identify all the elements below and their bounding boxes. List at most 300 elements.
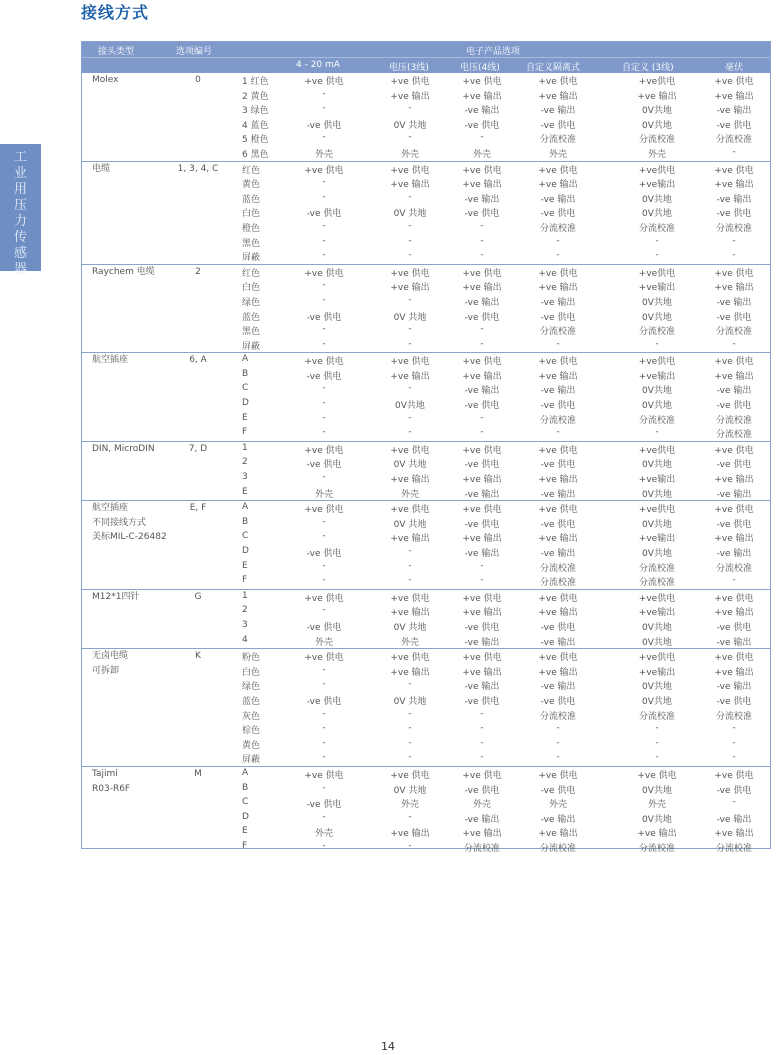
col-voltage-4wire-cell: -: [480, 412, 484, 423]
col-voltage-4wire-cell: -: [480, 560, 484, 571]
col-millivolt-cell: +ve 供电: [714, 77, 754, 87]
pin-color-cell: 屏蔽: [242, 253, 261, 264]
col-voltage-4wire-cell: +ve 供电: [462, 165, 502, 176]
connector-group: [82, 73, 770, 162]
col-voltage-4wire-cell: 外壳: [472, 149, 491, 160]
col-voltage-4wire-cell: +ve 供电: [462, 505, 502, 516]
col-voltage-4wire-cell: -ve 输出: [464, 106, 500, 117]
col-4-20ma-cell: -: [322, 664, 326, 675]
col-custom-3wire-cell: +ve供电: [638, 593, 676, 604]
col-custom-isolated-cell: +ve 输出: [538, 667, 578, 678]
col-millivolt-cell: +ve 输出: [714, 475, 754, 486]
col-4-20ma-cell: -: [322, 177, 326, 188]
col-custom-isolated-cell: +ve 供电: [538, 268, 578, 279]
col-voltage-3wire-cell: +ve 供电: [390, 165, 430, 176]
pin-color-cell: 棕色: [242, 726, 261, 737]
page-number: 14: [381, 1040, 395, 1053]
table-row: [82, 309, 770, 324]
col-voltage-3wire-cell: -: [408, 723, 412, 734]
side-section-tab: [0, 144, 41, 277]
col-custom-isolated-cell: 分流校准: [539, 578, 576, 589]
col-millivolt-cell: -ve 供电: [716, 622, 752, 633]
col-millivolt-cell: -ve 供电: [716, 785, 752, 796]
col-custom-isolated-cell: -ve 输出: [540, 386, 576, 397]
col-4-20ma-cell: -: [322, 840, 326, 851]
pin-color-cell: 3: [242, 619, 248, 630]
col-voltage-4wire-cell: +ve 输出: [462, 475, 502, 486]
pin-color-cell: 2: [242, 457, 248, 468]
pin-color-cell: F: [242, 840, 248, 851]
col-custom-3wire-cell: 0V共地: [642, 519, 672, 530]
col-custom-3wire-cell: +ve输出: [638, 371, 676, 382]
col-4-20ma-cell: -ve 供电: [306, 120, 342, 131]
col-millivolt-cell: -ve 供电: [716, 209, 752, 220]
pin-color-cell: 1 红色: [242, 77, 269, 87]
col-voltage-3wire-cell: 外壳: [400, 800, 419, 811]
col-voltage-4wire-cell: +ve 供电: [462, 77, 502, 87]
col-voltage-3wire-cell: -: [408, 220, 412, 231]
col-voltage-3wire-cell: 0V 共地: [393, 312, 427, 323]
pin-color-cell: E: [242, 486, 248, 497]
col-voltage-4wire-cell: -ve 供电: [464, 401, 500, 412]
table-row: [82, 146, 770, 161]
col-custom-3wire-cell: 分流校准: [638, 563, 675, 574]
col-millivolt-cell: +ve 输出: [714, 608, 754, 619]
col-4-20ma-cell: -: [322, 679, 326, 690]
col-voltage-4wire-cell: +ve 输出: [462, 91, 502, 102]
pin-color-cell: A: [242, 767, 249, 778]
option-code-cell: E, F: [189, 503, 207, 514]
pin-color-cell: 黄色: [242, 180, 261, 191]
table-row: [82, 501, 770, 516]
page-title: 接线方式: [81, 3, 150, 22]
col-custom-3wire-cell: -: [655, 752, 659, 763]
col-custom-isolated-cell: -ve 输出: [540, 106, 576, 117]
col-4-20ma-cell: -: [322, 427, 326, 438]
col-custom-3wire-cell: +ve供电: [638, 77, 676, 87]
col-millivolt-cell: -ve 供电: [716, 401, 752, 412]
col-custom-3wire-cell: 0V共地: [642, 120, 672, 131]
col-custom-isolated-cell: 分流校准: [539, 327, 576, 338]
col-custom-3wire-cell: 外壳: [647, 149, 666, 160]
col-voltage-4wire-cell: -: [480, 737, 484, 748]
col-voltage-4wire-cell: -: [480, 220, 484, 231]
col-custom-3wire-cell: -: [655, 250, 659, 261]
pin-color-cell: 白色: [242, 209, 261, 220]
pin-color-cell: 橙色: [242, 223, 261, 234]
col-voltage-4wire-cell: -ve 供电: [464, 209, 500, 220]
pin-color-cell: 绿色: [242, 297, 261, 308]
pin-color-cell: 粉色: [242, 653, 261, 664]
pin-color-cell: 蓝色: [242, 194, 261, 205]
col-voltage-4wire-cell: -ve 输出: [464, 489, 500, 500]
col-custom-isolated-cell: -ve 供电: [540, 312, 576, 323]
col-millivolt-cell: -ve 供电: [716, 696, 752, 707]
col-millivolt-cell: +ve 供电: [714, 593, 754, 604]
col-4-20ma-cell: +ve 供电: [304, 357, 344, 368]
table-row: [82, 426, 770, 441]
connector-type-line: 电缆: [92, 163, 111, 174]
col-custom-3wire-cell: 外壳: [647, 800, 666, 811]
col-millivolt-cell: -ve 输出: [716, 637, 752, 648]
option-code-cell: 2: [195, 266, 201, 277]
col-custom-isolated-cell: 分流校准: [539, 843, 576, 854]
col-voltage-3wire-cell: 0V 共地: [393, 209, 427, 220]
table-row: [82, 486, 770, 501]
col-voltage-3wire-cell: 0V 共地: [393, 519, 427, 530]
col-millivolt-cell: 分流校准: [715, 843, 752, 854]
col-voltage-4wire-cell: -ve 供电: [464, 312, 500, 323]
col-custom-isolated-cell: +ve 供电: [538, 77, 578, 87]
col-voltage-4wire-cell: +ve 供电: [462, 268, 502, 279]
connector-type-line: 美标MIL-C-26482: [92, 532, 167, 543]
col-millivolt-cell: -ve 供电: [716, 460, 752, 471]
col-voltage-4wire-cell: -ve 输出: [464, 637, 500, 648]
col-custom-isolated-cell: -ve 供电: [540, 519, 576, 530]
table-row: [82, 249, 770, 264]
col-millivolt-cell: 分流校准: [715, 415, 752, 426]
col-custom-isolated-cell: -ve 输出: [540, 297, 576, 308]
col-custom-3wire-cell: +ve供电: [638, 505, 676, 516]
col-voltage-4wire-cell: -ve 输出: [464, 386, 500, 397]
header-connector-type: 接头类型: [98, 47, 135, 57]
col-custom-isolated-cell: -ve 供电: [540, 209, 576, 220]
connector-type-line: 可拆卸: [92, 665, 120, 676]
col-custom-3wire-cell: 分流校准: [638, 711, 675, 722]
table-row: [82, 279, 770, 294]
col-voltage-3wire-cell: 外壳: [400, 149, 419, 160]
col-millivolt-cell: -ve 供电: [716, 519, 752, 530]
col-custom-3wire-cell: -: [655, 737, 659, 748]
pin-color-cell: B: [242, 368, 249, 379]
col-voltage-4wire-cell: -: [480, 132, 484, 143]
side-tab-char: 工: [13, 150, 27, 165]
header-col-millivolt: 毫伏: [725, 63, 744, 73]
col-custom-isolated-cell: +ve 输出: [538, 829, 578, 840]
connector-group: [82, 590, 770, 649]
table-row: [82, 88, 770, 103]
table-row: [82, 220, 770, 235]
side-tab-char: 用: [13, 182, 27, 197]
col-millivolt-cell: +ve 输出: [714, 91, 754, 102]
col-voltage-3wire-cell: +ve 供电: [390, 770, 430, 781]
col-voltage-4wire-cell: -ve 供电: [464, 519, 500, 530]
connector-type-line: M12*1四针: [92, 591, 140, 602]
table-row: [82, 235, 770, 250]
table-row: [82, 574, 770, 589]
col-millivolt-cell: 分流校准: [715, 135, 752, 146]
table-row: [82, 442, 770, 457]
col-4-20ma-cell: 外壳: [314, 149, 333, 160]
pin-color-cell: 6 黑色: [242, 149, 269, 160]
col-millivolt-cell: -: [732, 797, 736, 808]
option-code-cell: K: [195, 651, 201, 662]
pin-color-cell: 红色: [242, 165, 261, 176]
col-4-20ma-cell: -: [322, 560, 326, 571]
col-voltage-3wire-cell: +ve 供电: [390, 268, 430, 279]
col-millivolt-cell: -ve 输出: [716, 194, 752, 205]
table-row: [82, 131, 770, 146]
table-row: [82, 353, 770, 368]
connector-group: [82, 501, 770, 590]
col-4-20ma-cell: +ve 供电: [304, 653, 344, 664]
col-4-20ma-cell: -ve 供电: [306, 312, 342, 323]
pin-color-cell: 红色: [242, 268, 261, 279]
col-4-20ma-cell: +ve 供电: [304, 505, 344, 516]
col-voltage-4wire-cell: -ve 输出: [464, 814, 500, 825]
side-tab-char: 业: [13, 166, 27, 181]
col-custom-3wire-cell: 分流校准: [638, 327, 675, 338]
connector-group: [82, 649, 770, 767]
col-millivolt-cell: +ve 输出: [714, 283, 754, 294]
col-4-20ma-cell: -ve 供电: [306, 460, 342, 471]
col-voltage-3wire-cell: 0V 共地: [393, 622, 427, 633]
col-4-20ma-cell: +ve 供电: [304, 268, 344, 279]
table-row: [82, 368, 770, 383]
col-custom-isolated-cell: 分流校准: [539, 415, 576, 426]
col-millivolt-cell: 分流校准: [715, 327, 752, 338]
option-code-cell: 0: [195, 75, 201, 85]
side-tab-char: 器: [13, 262, 27, 277]
col-custom-isolated-cell: -ve 输出: [540, 549, 576, 559]
header-col-custom-isolated: 自定义隔离式: [526, 63, 581, 73]
col-voltage-4wire-cell: 外壳: [472, 800, 491, 811]
col-4-20ma-cell: -ve 供电: [306, 696, 342, 707]
col-4-20ma-cell: +ve 供电: [304, 770, 344, 781]
col-voltage-3wire-cell: -: [408, 235, 412, 246]
pin-color-cell: D: [242, 546, 249, 556]
col-custom-isolated-cell: +ve 输出: [538, 475, 578, 486]
col-custom-3wire-cell: +ve输出: [638, 475, 676, 486]
col-voltage-3wire-cell: 0V 共地: [393, 696, 427, 707]
col-custom-3wire-cell: +ve供电: [638, 653, 676, 664]
col-voltage-3wire-cell: +ve 输出: [390, 371, 430, 382]
col-4-20ma-cell: -: [322, 338, 326, 349]
pin-color-cell: 屏蔽: [242, 755, 261, 766]
col-custom-isolated-cell: -ve 供电: [540, 401, 576, 412]
col-custom-isolated-cell: +ve 供电: [538, 653, 578, 664]
col-4-20ma-cell: -ve 供电: [306, 209, 342, 220]
table-row: [82, 73, 770, 88]
col-custom-isolated-cell: -: [556, 427, 560, 438]
col-custom-3wire-cell: 0V共地: [642, 297, 672, 308]
col-millivolt-cell: -ve 输出: [716, 386, 752, 397]
col-millivolt-cell: +ve 供电: [714, 770, 754, 781]
col-4-20ma-cell: -: [322, 220, 326, 231]
header-col-voltage-3wire: 电压(3线): [389, 63, 429, 73]
header-col-custom-3wire: 自定义 (3线): [622, 63, 674, 73]
connector-type-line: Molex: [92, 75, 119, 85]
col-voltage-3wire-cell: +ve 输出: [390, 667, 430, 678]
col-voltage-4wire-cell: +ve 输出: [462, 667, 502, 678]
col-voltage-4wire-cell: +ve 输出: [462, 608, 502, 619]
pin-color-cell: 黑色: [242, 238, 261, 249]
col-custom-isolated-cell: +ve 供电: [538, 445, 578, 456]
table-row: [82, 664, 770, 679]
table-body: [82, 73, 770, 854]
pin-color-cell: 灰色: [242, 711, 261, 722]
connector-type-line: Raychem 电缆: [92, 266, 155, 277]
col-millivolt-cell: +ve 输出: [714, 829, 754, 840]
col-millivolt-cell: -: [732, 235, 736, 246]
table-row: [82, 751, 770, 766]
table-row: [82, 530, 770, 545]
table-row: [82, 634, 770, 649]
col-4-20ma-cell: -: [322, 132, 326, 143]
col-voltage-3wire-cell: -: [408, 708, 412, 719]
col-voltage-4wire-cell: -: [480, 324, 484, 335]
col-millivolt-cell: +ve 供电: [714, 505, 754, 516]
col-custom-3wire-cell: 0V共地: [642, 489, 672, 500]
col-4-20ma-cell: -: [322, 575, 326, 586]
col-voltage-3wire-cell: -: [408, 324, 412, 335]
col-millivolt-cell: 分流校准: [715, 223, 752, 234]
pin-color-cell: D: [242, 398, 249, 409]
col-custom-isolated-cell: +ve 输出: [538, 534, 578, 545]
table-row: [82, 323, 770, 338]
option-code-cell: 1, 3, 4, C: [177, 163, 219, 174]
pin-color-cell: B: [242, 782, 249, 793]
pin-color-cell: A: [242, 354, 249, 365]
side-tab-char: 力: [13, 214, 27, 229]
col-custom-isolated-cell: 分流校准: [539, 223, 576, 234]
col-4-20ma-cell: +ve 供电: [304, 593, 344, 604]
col-millivolt-cell: -ve 输出: [716, 489, 752, 500]
col-voltage-3wire-cell: +ve 供电: [390, 77, 430, 87]
col-voltage-3wire-cell: -: [408, 560, 412, 571]
pin-color-cell: E: [242, 412, 248, 423]
col-custom-3wire-cell: 0V共地: [642, 549, 672, 559]
col-custom-isolated-cell: -: [556, 250, 560, 261]
col-voltage-3wire-cell: 0V 共地: [393, 785, 427, 796]
col-millivolt-cell: +ve 供电: [714, 165, 754, 176]
col-voltage-3wire-cell: +ve 输出: [390, 180, 430, 191]
col-voltage-3wire-cell: -: [408, 191, 412, 202]
col-custom-3wire-cell: +ve输出: [638, 180, 676, 191]
pin-color-cell: F: [242, 427, 248, 438]
col-4-20ma-cell: -: [322, 412, 326, 423]
col-custom-3wire-cell: +ve供电: [638, 165, 676, 176]
col-voltage-3wire-cell: -: [408, 103, 412, 114]
col-voltage-3wire-cell: -: [408, 575, 412, 586]
col-millivolt-cell: +ve 输出: [714, 371, 754, 382]
col-millivolt-cell: -: [732, 146, 736, 157]
col-voltage-3wire-cell: +ve 输出: [390, 829, 430, 840]
table-row: [82, 191, 770, 206]
col-custom-3wire-cell: 0V共地: [642, 194, 672, 205]
col-4-20ma-cell: -ve 供电: [306, 800, 342, 811]
pin-color-cell: 3: [242, 472, 248, 483]
table-row: [82, 796, 770, 811]
table-row: [82, 516, 770, 531]
col-custom-isolated-cell: +ve 供电: [538, 770, 578, 781]
col-millivolt-cell: -: [732, 338, 736, 349]
col-custom-3wire-cell: +ve 供电: [637, 770, 677, 781]
connector-type-line: R03-R6F: [92, 783, 131, 794]
pin-color-cell: 蓝色: [242, 312, 261, 323]
col-millivolt-cell: 分流校准: [715, 711, 752, 722]
col-millivolt-cell: +ve 供电: [714, 653, 754, 664]
col-voltage-3wire-cell: -: [408, 412, 412, 423]
col-custom-isolated-cell: -ve 输出: [540, 682, 576, 693]
table-row: [82, 590, 770, 605]
col-voltage-3wire-cell: +ve 供电: [390, 357, 430, 368]
pin-color-cell: 5 橙色: [242, 135, 269, 146]
col-custom-3wire-cell: 分流校准: [638, 415, 675, 426]
col-custom-isolated-cell: -: [556, 338, 560, 349]
col-voltage-3wire-cell: -: [408, 250, 412, 261]
col-voltage-4wire-cell: -ve 供电: [464, 696, 500, 707]
table-row: [82, 782, 770, 797]
col-custom-isolated-cell: -: [556, 737, 560, 748]
col-custom-3wire-cell: 0V共地: [642, 386, 672, 397]
connector-group: [82, 353, 770, 442]
table-row: [82, 412, 770, 427]
option-code-cell: 7, D: [188, 443, 208, 454]
table-row: [82, 456, 770, 471]
col-voltage-4wire-cell: +ve 输出: [462, 829, 502, 840]
col-voltage-3wire-cell: 0V 共地: [393, 460, 427, 471]
connector-group: [82, 767, 770, 855]
col-4-20ma-cell: -: [322, 88, 326, 99]
col-custom-3wire-cell: +ve供电: [638, 445, 676, 456]
col-custom-isolated-cell: +ve 供电: [538, 593, 578, 604]
col-custom-isolated-cell: -ve 供电: [540, 622, 576, 633]
col-custom-3wire-cell: +ve 输出: [637, 91, 677, 102]
col-voltage-4wire-cell: +ve 输出: [462, 534, 502, 545]
col-4-20ma-cell: -: [322, 752, 326, 763]
col-custom-3wire-cell: +ve输出: [638, 534, 676, 545]
col-millivolt-cell: -ve 输出: [716, 549, 752, 559]
pin-color-cell: 黑色: [242, 327, 261, 338]
col-voltage-3wire-cell: 0V共地: [395, 401, 425, 412]
col-voltage-4wire-cell: -: [480, 235, 484, 246]
connector-group: [82, 265, 770, 354]
col-custom-3wire-cell: 分流校准: [638, 223, 675, 234]
col-4-20ma-cell: -: [322, 811, 326, 822]
col-voltage-4wire-cell: -: [480, 427, 484, 438]
col-custom-isolated-cell: 分流校准: [539, 563, 576, 574]
col-custom-isolated-cell: -ve 供电: [540, 460, 576, 471]
col-custom-3wire-cell: 0V共地: [642, 785, 672, 796]
col-millivolt-cell: +ve 输出: [714, 667, 754, 678]
col-4-20ma-cell: -: [322, 191, 326, 202]
side-tab-char: 传: [13, 230, 27, 245]
col-millivolt-cell: -: [732, 752, 736, 763]
pin-color-cell: D: [242, 811, 249, 822]
col-millivolt-cell: -ve 供电: [716, 312, 752, 323]
option-code-cell: M: [194, 768, 202, 779]
header-option-code: 选项编号: [176, 47, 213, 57]
table-header-row-2: [82, 57, 770, 73]
col-4-20ma-cell: -: [322, 605, 326, 616]
col-custom-3wire-cell: -: [655, 427, 659, 438]
col-millivolt-cell: +ve 供电: [714, 445, 754, 456]
col-4-20ma-cell: -: [322, 708, 326, 719]
col-voltage-4wire-cell: -ve 供电: [464, 120, 500, 131]
table-row: [82, 649, 770, 664]
table-row: [82, 265, 770, 280]
col-voltage-3wire-cell: -: [408, 737, 412, 748]
col-voltage-4wire-cell: -ve 供电: [464, 460, 500, 471]
col-custom-3wire-cell: 0V共地: [642, 682, 672, 693]
col-4-20ma-cell: -: [322, 250, 326, 261]
col-4-20ma-cell: +ve 供电: [304, 445, 344, 456]
col-custom-isolated-cell: -ve 供电: [540, 120, 576, 131]
table-row: [82, 604, 770, 619]
col-millivolt-cell: 分流校准: [715, 563, 752, 574]
col-custom-3wire-cell: 0V共地: [642, 209, 672, 220]
